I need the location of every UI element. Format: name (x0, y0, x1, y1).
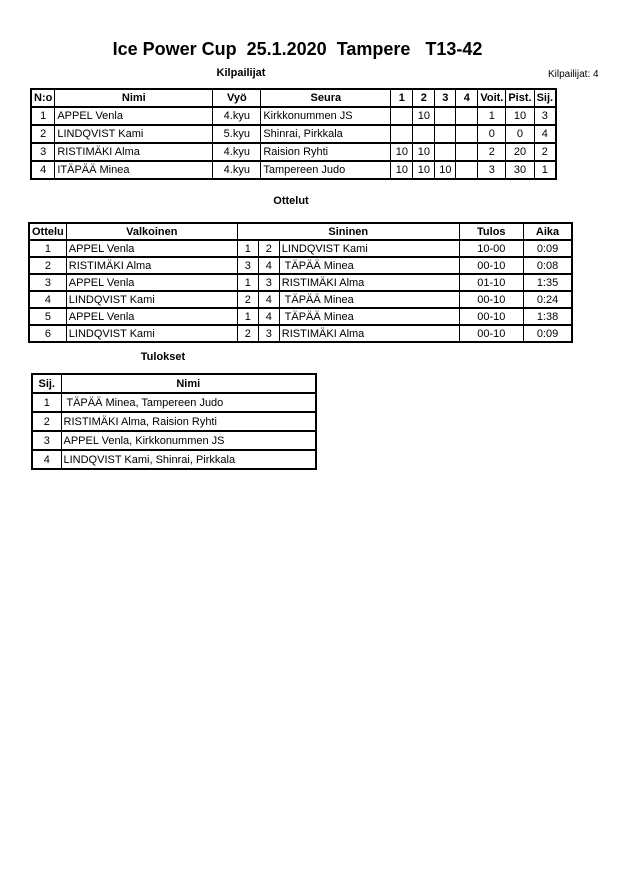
table-cell: 3 (32, 431, 61, 450)
table-cell: APPEL Venla (66, 274, 237, 291)
ottelut-section-title: Ottelut (273, 195, 309, 207)
table-cell: 2 (258, 240, 279, 257)
table-row (29, 325, 572, 342)
table-cell: RISTIMÄKI Alma (279, 274, 459, 291)
table-cell (391, 107, 413, 125)
col-header-seura: Seura (261, 89, 391, 107)
table-cell (435, 125, 456, 143)
table-cell: 5.kyu (213, 125, 261, 143)
table-cell: 10 (435, 161, 456, 179)
table-cell: 10 (413, 107, 435, 125)
col-header-nimi: Nimi (61, 374, 316, 393)
table-cell: 10 (413, 161, 435, 179)
table-header-row (31, 89, 556, 107)
table-cell: 3 (237, 257, 258, 274)
table-row (31, 125, 556, 143)
col-header-4: 4 (456, 89, 478, 107)
table-cell: 2 (534, 143, 556, 161)
table-cell: 1 (534, 161, 556, 179)
table-cell: RISTIMÄKI Alma, Raision Ryhti (61, 412, 316, 431)
table-cell: APPEL Venla (66, 308, 237, 325)
table-cell: 01-10 (459, 274, 523, 291)
table-row (32, 450, 316, 469)
table-cell: 00-10 (459, 308, 523, 325)
table-cell: Kirkkonummen JS (261, 107, 391, 125)
ottelut-body (29, 240, 572, 342)
table-row (29, 308, 572, 325)
col-header-voit: Voit. (478, 89, 506, 107)
ottelut-header (29, 223, 572, 240)
table-cell: APPEL Venla (66, 240, 237, 257)
table-cell: 0:08 (523, 257, 572, 274)
kilpailijat-header (31, 89, 556, 107)
table-cell: ITÄPÄÄ Minea (55, 161, 213, 179)
col-header-3: 3 (435, 89, 456, 107)
table-cell: 0:09 (523, 325, 572, 342)
col-header-sininen: Sininen (237, 223, 459, 240)
table-cell: LINDQVIST Kami (66, 325, 237, 342)
table-cell: 4 (258, 308, 279, 325)
table-row (32, 393, 316, 412)
table-cell: 3 (31, 143, 55, 161)
table-cell: 4 (29, 291, 66, 308)
table-cell: Shinrai, Pirkkala (261, 125, 391, 143)
col-header-tulos: Tulos (459, 223, 523, 240)
table-cell: 6 (29, 325, 66, 342)
table-row (31, 107, 556, 125)
table-cell: 3 (29, 274, 66, 291)
table-cell: Raision Ryhti (261, 143, 391, 161)
table-row (29, 240, 572, 257)
table-header-row (29, 223, 572, 240)
table-cell: Tampereen Judo (261, 161, 391, 179)
table-cell (456, 125, 478, 143)
table-cell: 2 (237, 291, 258, 308)
table-cell: 4 (258, 257, 279, 274)
table-cell: 1 (478, 107, 506, 125)
table-cell: LINDQVIST Kami (279, 240, 459, 257)
col-header-nimi: Nimi (55, 89, 213, 107)
table-cell: 1 (237, 308, 258, 325)
table-row (29, 291, 572, 308)
table-cell (413, 125, 435, 143)
col-header-sij: Sij. (534, 89, 556, 107)
table-cell: TÄPÄÄ Minea (279, 257, 459, 274)
table-cell: APPEL Venla (55, 107, 213, 125)
table-cell: 10 (506, 107, 534, 125)
table-header-row (32, 374, 316, 393)
table-row (29, 274, 572, 291)
table-cell: 2 (478, 143, 506, 161)
table-cell: 1 (29, 240, 66, 257)
table-cell: 10 (391, 161, 413, 179)
table-cell: 1 (32, 393, 61, 412)
table-cell: 3 (258, 325, 279, 342)
table-cell: 2 (32, 412, 61, 431)
col-header-1: 1 (391, 89, 413, 107)
table-cell: 3 (534, 107, 556, 125)
table-cell: TÄPÄÄ Minea, Tampereen Judo (61, 393, 316, 412)
table-cell: 0 (506, 125, 534, 143)
table-cell: LINDQVIST Kami, Shinrai, Pirkkala (61, 450, 316, 469)
col-header-valkoinen: Valkoinen (66, 223, 237, 240)
kilpailijat-table (30, 88, 557, 180)
table-cell: 4 (31, 161, 55, 179)
ottelut-table (28, 222, 573, 343)
table-cell: 1 (31, 107, 55, 125)
table-cell: 4.kyu (213, 161, 261, 179)
table-cell: 10 (413, 143, 435, 161)
table-cell: TÄPÄÄ Minea (279, 308, 459, 325)
tulokset-section-title: Tulokset (140, 351, 186, 363)
table-cell: 0:24 (523, 291, 572, 308)
competitors-count: Kilpailijat: 4 (548, 69, 599, 80)
col-header-vyo: Vyö (213, 89, 261, 107)
tulokset-body (32, 393, 316, 469)
table-row (31, 161, 556, 179)
table-row (31, 143, 556, 161)
table-cell (391, 125, 413, 143)
table-cell: APPEL Venla, Kirkkonummen JS (61, 431, 316, 450)
table-cell: LINDQVIST Kami (66, 291, 237, 308)
table-cell: RISTIMÄKI Alma (66, 257, 237, 274)
table-cell: 3 (478, 161, 506, 179)
table-cell: 4 (32, 450, 61, 469)
tulokset-table (31, 373, 317, 470)
kilpailijat-section-title: Kilpailijat (216, 67, 266, 79)
table-cell: 0 (478, 125, 506, 143)
table-cell (435, 143, 456, 161)
table-cell: 4 (258, 291, 279, 308)
table-cell (456, 143, 478, 161)
table-cell: 5 (29, 308, 66, 325)
table-cell: 2 (237, 325, 258, 342)
table-cell: LINDQVIST Kami (55, 125, 213, 143)
col-header-nro: N:o (31, 89, 55, 107)
table-row (32, 431, 316, 450)
table-cell (435, 107, 456, 125)
col-header-sij: Sij. (32, 374, 61, 393)
page-title: Ice Power Cup 25.1.2020 Tampere T13-42 (112, 39, 483, 59)
table-cell: 10 (391, 143, 413, 161)
table-cell: 10-00 (459, 240, 523, 257)
col-header-ottelu: Ottelu (29, 223, 66, 240)
table-cell: 30 (506, 161, 534, 179)
table-cell: 00-10 (459, 257, 523, 274)
table-cell: 1 (237, 240, 258, 257)
table-cell: 4.kyu (213, 107, 261, 125)
table-cell: 4 (534, 125, 556, 143)
table-cell (456, 161, 478, 179)
table-cell: 00-10 (459, 325, 523, 342)
table-cell: TÄPÄÄ Minea (279, 291, 459, 308)
table-cell: 00-10 (459, 291, 523, 308)
tulokset-header (32, 374, 316, 393)
table-cell: 3 (258, 274, 279, 291)
col-header-pist: Pist. (506, 89, 534, 107)
table-row (29, 257, 572, 274)
table-cell: RISTIMÄKI Alma (279, 325, 459, 342)
table-cell: 20 (506, 143, 534, 161)
table-cell: 4.kyu (213, 143, 261, 161)
col-header-aika: Aika (523, 223, 572, 240)
table-cell: 0:09 (523, 240, 572, 257)
table-row (32, 412, 316, 431)
table-cell: 2 (29, 257, 66, 274)
table-cell: RISTIMÄKI Alma (55, 143, 213, 161)
table-cell (456, 107, 478, 125)
col-header-2: 2 (413, 89, 435, 107)
kilpailijat-body (31, 107, 556, 179)
table-cell: 1:38 (523, 308, 572, 325)
table-cell: 1:35 (523, 274, 572, 291)
table-cell: 2 (31, 125, 55, 143)
table-cell: 1 (237, 274, 258, 291)
